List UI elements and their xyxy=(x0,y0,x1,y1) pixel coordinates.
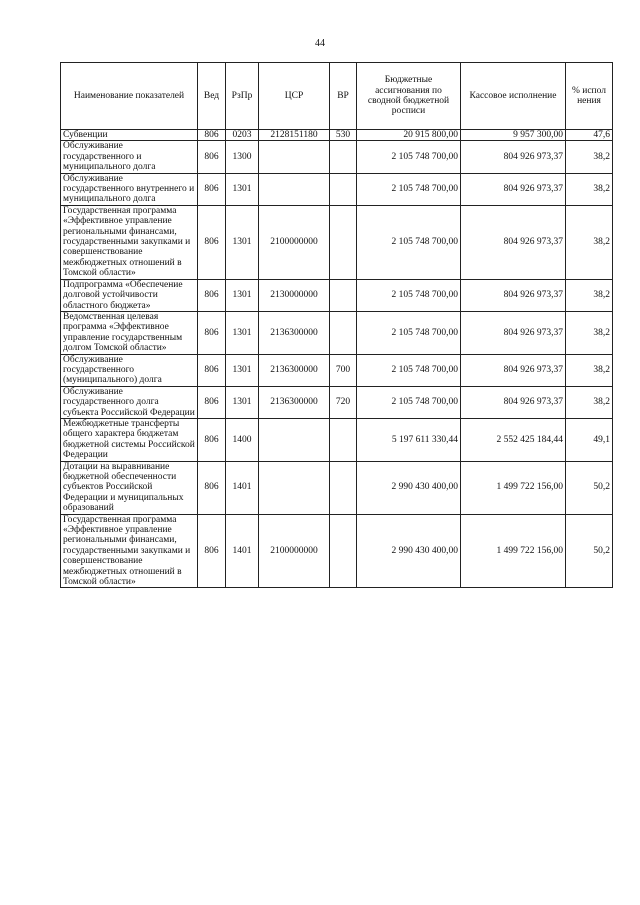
cell-plan: 5 197 611 330,44 xyxy=(357,418,461,461)
table-row xyxy=(61,279,613,311)
cell-plan: 2 105 748 700,00 xyxy=(357,354,461,386)
header-rzpr: РзПр xyxy=(226,63,259,130)
cell-csr: 2130000000 xyxy=(259,279,330,311)
cell-rzpr: 1301 xyxy=(226,279,259,311)
cell-csr: 2136300000 xyxy=(259,354,330,386)
cell-fact: 1 499 722 156,00 xyxy=(461,514,566,588)
cell-fact: 804 926 973,37 xyxy=(461,279,566,311)
header-pct: % испол нения xyxy=(566,63,613,130)
cell-pct: 49,1 xyxy=(566,418,613,461)
cell-vr xyxy=(330,205,357,279)
cell-fact: 9 957 300,00 xyxy=(461,130,566,141)
cell-plan: 2 105 748 700,00 xyxy=(357,386,461,418)
cell-vr xyxy=(330,461,357,514)
cell-plan: 2 990 430 400,00 xyxy=(357,461,461,514)
cell-vr: 700 xyxy=(330,354,357,386)
cell-name: Субвенции xyxy=(61,130,198,141)
cell-ved: 806 xyxy=(198,173,226,205)
cell-csr xyxy=(259,418,330,461)
cell-vr: 720 xyxy=(330,386,357,418)
cell-vr xyxy=(330,279,357,311)
cell-plan: 2 105 748 700,00 xyxy=(357,141,461,173)
cell-pct: 50,2 xyxy=(566,514,613,588)
cell-name: Обслуживание государственного и муниципального долга xyxy=(61,141,198,173)
cell-rzpr: 1301 xyxy=(226,205,259,279)
cell-fact: 804 926 973,37 xyxy=(461,386,566,418)
table-row xyxy=(61,141,613,173)
cell-ved: 806 xyxy=(198,311,226,354)
cell-rzpr: 1301 xyxy=(226,173,259,205)
cell-name: Ведомственная целевая программа «Эффективное управление государственным долгом Томской области» xyxy=(61,311,198,354)
cell-name: Обслуживание государственного (муниципального) долга xyxy=(61,354,198,386)
cell-plan: 2 990 430 400,00 xyxy=(357,514,461,588)
cell-name: Государственная программа «Эффективное управление региональными финансами, государственными закупками и совершенствование межбюджетных отношений в Томской области» xyxy=(61,205,198,279)
cell-vr xyxy=(330,418,357,461)
cell-ved: 806 xyxy=(198,418,226,461)
cell-fact: 804 926 973,37 xyxy=(461,173,566,205)
cell-vr: 530 xyxy=(330,130,357,141)
cell-fact: 804 926 973,37 xyxy=(461,354,566,386)
header-name: Наименование показателей xyxy=(61,63,198,130)
cell-ved: 806 xyxy=(198,354,226,386)
cell-ved: 806 xyxy=(198,514,226,588)
cell-pct: 47,6 xyxy=(566,130,613,141)
cell-pct: 38,2 xyxy=(566,279,613,311)
table-row xyxy=(61,354,613,386)
cell-pct: 38,2 xyxy=(566,354,613,386)
header-ved: Вед xyxy=(198,63,226,130)
table-row xyxy=(61,205,613,279)
cell-rzpr: 1401 xyxy=(226,461,259,514)
cell-vr xyxy=(330,173,357,205)
cell-ved: 806 xyxy=(198,279,226,311)
cell-ved: 806 xyxy=(198,461,226,514)
cell-pct: 38,2 xyxy=(566,141,613,173)
cell-name: Межбюджетные трансферты общего характера бюджетам бюджетной системы Российской Федерации xyxy=(61,418,198,461)
cell-name: Государственная программа «Эффективное управление региональными финансами, государственными закупками и совершенствование межбюджетных отношений в Томской области» xyxy=(61,514,198,588)
cell-ved: 806 xyxy=(198,386,226,418)
cell-csr: 2100000000 xyxy=(259,205,330,279)
budget-table xyxy=(60,62,613,588)
cell-csr: 2136300000 xyxy=(259,311,330,354)
cell-pct: 38,2 xyxy=(566,386,613,418)
cell-name: Дотации на выравнивание бюджетной обеспеченности субъектов Российской Федерации и муниципальных образований xyxy=(61,461,198,514)
cell-ved: 806 xyxy=(198,205,226,279)
cell-ved: 806 xyxy=(198,141,226,173)
cell-fact: 804 926 973,37 xyxy=(461,205,566,279)
cell-plan: 2 105 748 700,00 xyxy=(357,279,461,311)
cell-csr: 2100000000 xyxy=(259,514,330,588)
cell-pct: 38,2 xyxy=(566,205,613,279)
cell-rzpr: 1301 xyxy=(226,354,259,386)
cell-pct: 38,2 xyxy=(566,311,613,354)
cell-plan: 2 105 748 700,00 xyxy=(357,311,461,354)
cell-csr xyxy=(259,141,330,173)
table-row xyxy=(61,461,613,514)
table-header-row xyxy=(61,63,613,130)
page-number: 44 xyxy=(315,38,325,49)
cell-pct: 38,2 xyxy=(566,173,613,205)
cell-csr: 2136300000 xyxy=(259,386,330,418)
cell-fact: 804 926 973,37 xyxy=(461,141,566,173)
header-fact: Кассовое исполнение xyxy=(461,63,566,130)
cell-vr xyxy=(330,514,357,588)
table-row xyxy=(61,311,613,354)
table-row xyxy=(61,386,613,418)
cell-name: Обслуживание государственного долга субъекта Российской Федерации xyxy=(61,386,198,418)
cell-rzpr: 1301 xyxy=(226,386,259,418)
cell-name: Подпрограмма «Обеспечение долговой устойчивости областного бюджета» xyxy=(61,279,198,311)
cell-plan: 2 105 748 700,00 xyxy=(357,173,461,205)
cell-fact: 1 499 722 156,00 xyxy=(461,461,566,514)
table-row xyxy=(61,514,613,588)
cell-rzpr: 1401 xyxy=(226,514,259,588)
cell-vr xyxy=(330,141,357,173)
header-vr: ВР xyxy=(330,63,357,130)
cell-csr xyxy=(259,461,330,514)
cell-ved: 806 xyxy=(198,130,226,141)
cell-rzpr: 1300 xyxy=(226,141,259,173)
cell-rzpr: 1400 xyxy=(226,418,259,461)
table-row xyxy=(61,418,613,461)
cell-name: Обслуживание государственного внутреннего и муниципального долга xyxy=(61,173,198,205)
cell-fact: 804 926 973,37 xyxy=(461,311,566,354)
table-row xyxy=(61,130,613,141)
cell-csr xyxy=(259,173,330,205)
cell-pct: 50,2 xyxy=(566,461,613,514)
cell-plan: 20 915 800,00 xyxy=(357,130,461,141)
cell-plan: 2 105 748 700,00 xyxy=(357,205,461,279)
header-csr: ЦСР xyxy=(259,63,330,130)
cell-csr: 2128151180 xyxy=(259,130,330,141)
header-plan: Бюджетные ассигнования по сводной бюджетной росписи xyxy=(357,63,461,130)
cell-rzpr: 0203 xyxy=(226,130,259,141)
cell-rzpr: 1301 xyxy=(226,311,259,354)
table-row xyxy=(61,173,613,205)
cell-fact: 2 552 425 184,44 xyxy=(461,418,566,461)
cell-vr xyxy=(330,311,357,354)
